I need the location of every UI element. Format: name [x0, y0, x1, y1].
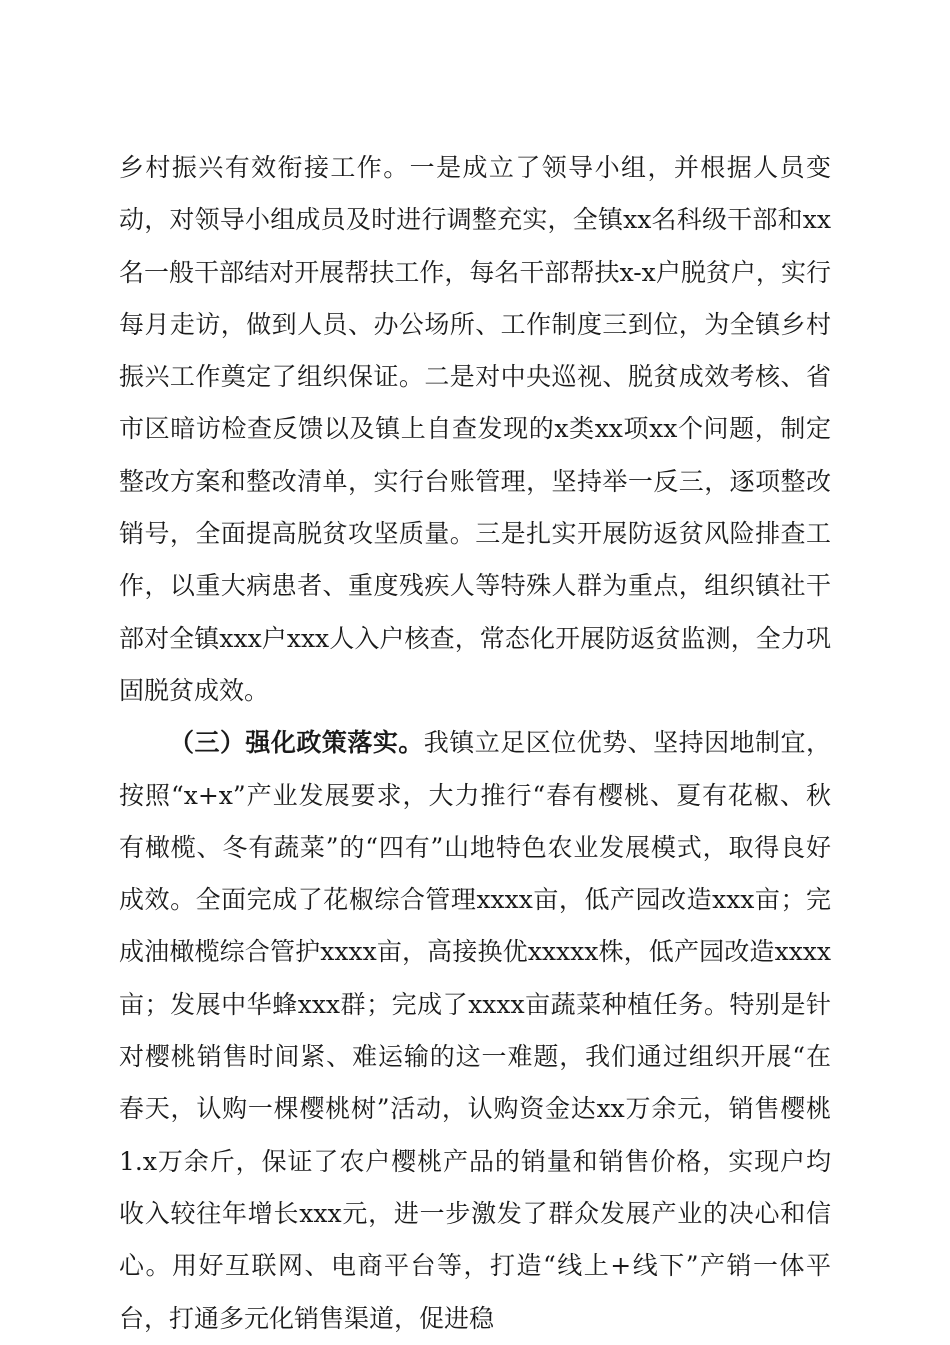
paragraph-policy-implementation-text: 我镇立足区位优势、坚持因地制宜，按照“x+x”产业发展要求，大力推行“春有樱桃、夏有花椒、秋有橄榄、冬有蔬菜”的“四有”山地特色农业发展模式，取得良好成效。全面完成了花椒综合管理xxxx亩，低产园改造xxx亩；完成油橄榄综合管护xxxx亩，高接换优xxxxx株，低产园改造xxxx亩；发展中华蜂xxx群；完成了xxxx亩蔬菜种植任务。特别是针对樱桃销售时间紧、难运输的这一难题，我们通过组织开展“在春天，认购一棵樱桃树”活动，认购资金达xx万余元，销售樱桃1.x万余斤，保证了农户樱桃产品的销量和销售价格，实现户均收入较往年增长xxx元，进一步激发了群众发展产业的决心和信心。用好互联网、电商平台等，打造“线上+线下”产销一体平台，打通多元化销售渠道，促进稳 — [119, 728, 831, 1333]
section-heading-policy-implementation: （三）强化政策落实。 — [169, 728, 424, 758]
paragraph-poverty-alleviation-work: 乡村振兴有效衔接工作。一是成立了领导小组，并根据人员变动，对领导小组成员及时进行调整充实，全镇xx名科级干部和xx名一般干部结对开展帮扶工作，每名干部帮扶x-x户脱贫户，实行每月走访，做到人员、办公场所、工作制度三到位，为全镇乡村振兴工作奠定了组织保证。二是对中央巡视、脱贫成效考核、省市区暗访检查反馈以及镇上自查发现的x类xx项xx个问题，制定整改方案和整改清单，实行台账管理，坚持举一反三，逐项整改销号，全面提高脱贫攻坚质量。三是扎实开展防返贫风险排查工作，以重大病患者、重度残疾人等特殊人群为重点，组织镇社干部对全镇xxx户xxx人入户核查，常态化开展防返贫监测，全力巩固脱贫成效。 — [119, 153, 831, 705]
document-body — [119, 142, 831, 1345]
paragraph-policy-implementation — [119, 717, 831, 1345]
